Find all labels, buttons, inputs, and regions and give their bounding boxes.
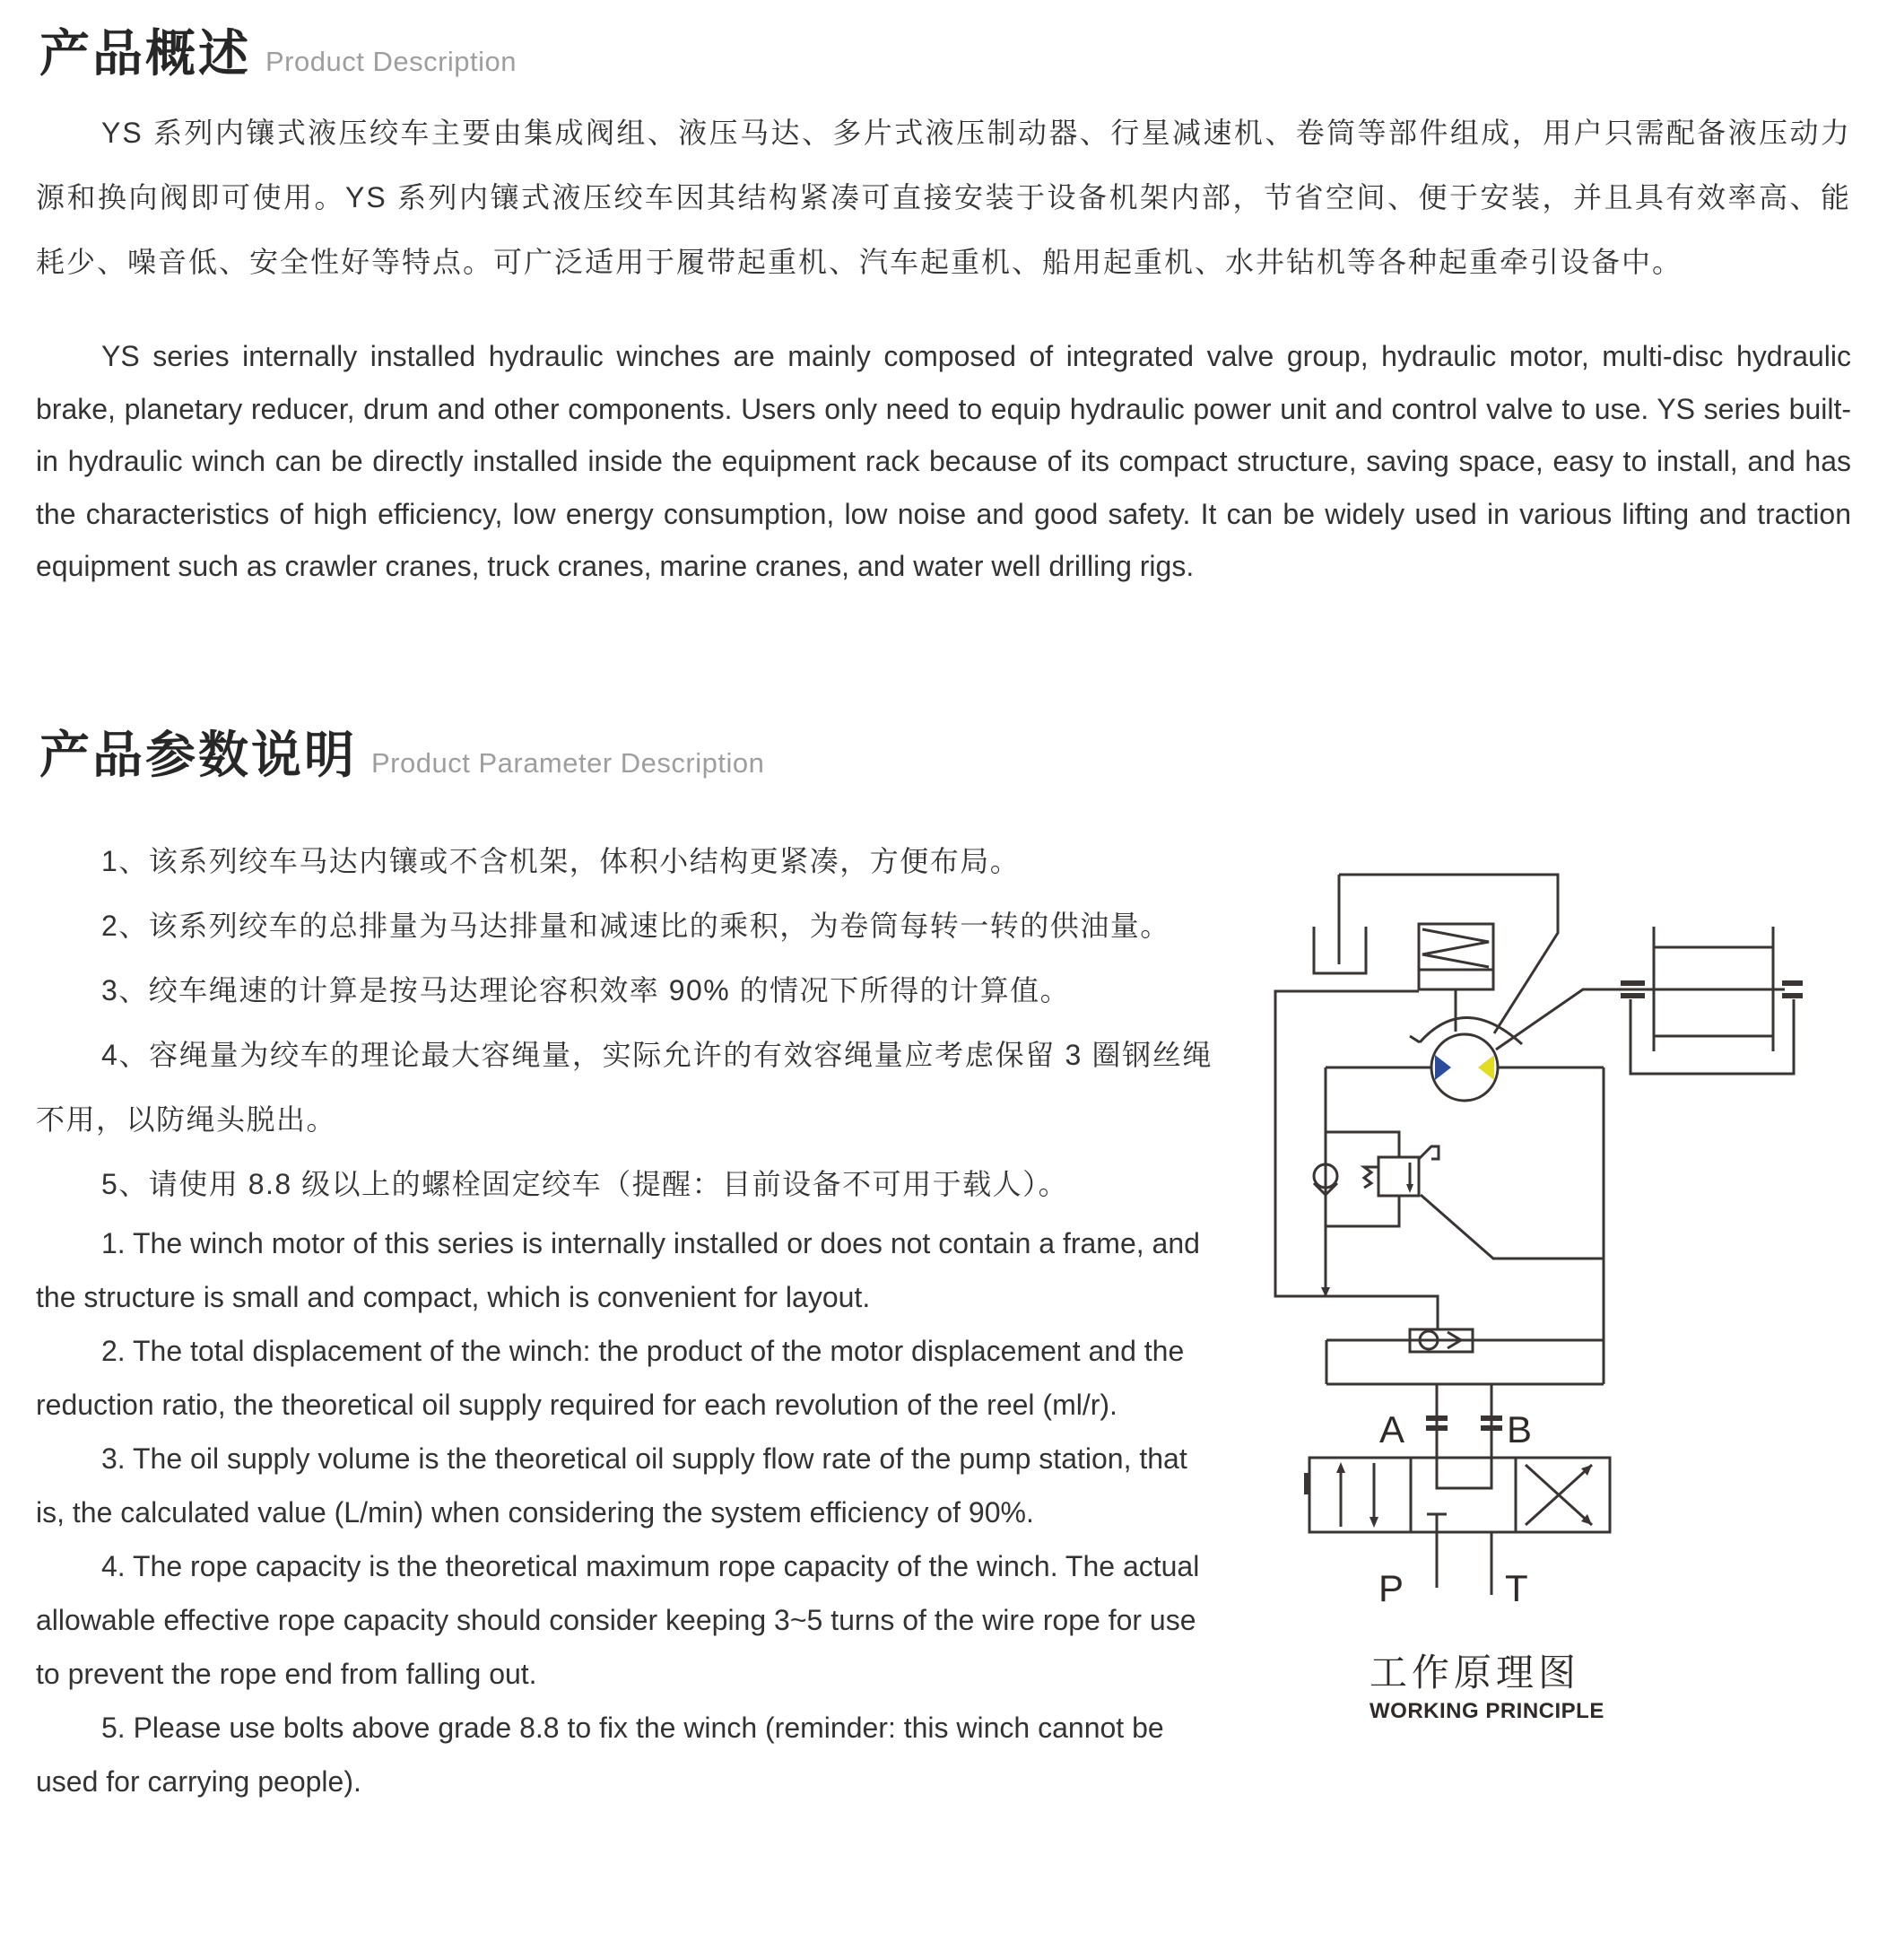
section1-title-en: Product Description [265, 46, 517, 77]
note-en-2: 2. The total displacement of the winch: the product of the motor displacement and the reduction ratio, the theoretical oil supply required for each revolution of the reel (ml/r). [36, 1335, 1185, 1421]
motor-right-pipe [1498, 1067, 1604, 1384]
section2-heading [39, 716, 764, 788]
product-description-paragraph-en: YS series internally installed hydraulic winches are mainly composed of integrated valve group, hydraulic motor, multi-disc hydraulic brake, planetary reducer, drum and other components. Users only need to equip hydraulic power unit and control valve to use. YS series built-in hydraulic winch can be directly installed inside the equipment rack because of its compact structure, saving space, easy to install, and has the characteristics of high efficiency, low energy consumption, low noise and good safety. It can be widely used in various lifting and traction equipment such as crawler cranes, truck cranes, marine cranes, and water well drilling rigs. [36, 340, 1851, 582]
relief-valve-icon [1326, 1132, 1604, 1259]
parameter-notes-en [36, 1216, 1211, 1808]
note-cn-5: 5、请使用 8.8 级以上的螺栓固定绞车（提醒：目前设备不可用于载人）。 [101, 1168, 1069, 1200]
parameter-notes-cn [36, 829, 1213, 1216]
hydraulic-motor-icon [1431, 1034, 1498, 1101]
brake-release-pipe [1275, 991, 1438, 1329]
note-cn-4: 4、容绳量为绞车的理论最大容绳量，实际允许的有效容绳量应考虑保留 3 圈钢丝绳不用，以防绳头脱出。 [36, 1039, 1213, 1136]
motor-triangle-blue [1435, 1055, 1451, 1080]
port-label-t: T [1505, 1567, 1528, 1609]
diagram-caption [1370, 1643, 1604, 1724]
tank-icon [1314, 875, 1366, 973]
note-en-4: 4. The rope capacity is the theoretical maximum rope capacity of the winch. The actual allowable effective rope capacity should consider keeping 3~5 turns of the wire rope for use to prevent the rope end from falling out. [36, 1550, 1200, 1690]
ab-port-lines [1326, 1384, 1604, 1458]
port-label-b: B [1507, 1408, 1533, 1450]
drum-icon [1630, 927, 1794, 1074]
port-label-p: P [1378, 1567, 1404, 1609]
section1-title-cn: 产品概述 [39, 25, 251, 82]
pt-port-lines [1437, 1532, 1491, 1595]
port-label-a: A [1378, 1408, 1404, 1450]
diagram-caption-cn: 工作原理图 [1370, 1651, 1581, 1694]
brake-icon [1410, 924, 1522, 1044]
note-cn-1: 1、该系列绞车马达内镶或不含机架，体积小结构更紧凑，方便布局。 [101, 845, 1021, 877]
directional-valve-icon [1307, 1458, 1610, 1532]
motor-triangle-yellow [1478, 1055, 1494, 1080]
note-cn-3: 3、绞车绳速的计算是按马达理论容积效率 90% 的情况下所得的计算值。 [101, 974, 1071, 1006]
section1-heading [39, 14, 517, 86]
note-en-5: 5. Please use bolts above grade 8.8 to fix the winch (reminder: this winch cannot be used for carrying people). [36, 1712, 1164, 1798]
note-en-1: 1. The winch motor of this series is internally installed or does not contain a frame, and the structure is small and compact, which is convenient for layout. [36, 1227, 1200, 1313]
section2-title-en: Product Parameter Description [371, 747, 765, 779]
note-en-3: 3. The oil supply volume is the theoretical oil supply flow rate of the pump station, that is, the calculated value (L/min) when considering the system efficiency of 90%. [36, 1442, 1187, 1529]
working-principle-diagram [1247, 843, 1883, 1722]
drive-shaft [1496, 989, 1785, 1050]
pilot-pipe [1339, 875, 1558, 1033]
product-description-paragraph-cn: YS 系列内镶式液压绞车主要由集成阀组、液压马达、多片式液压制动器、行星减速机、卷筒等部件组成，用户只需配备液压动力源和换向阀即可使用。YS 系列内镶式液压绞车因其结构紧凑可直接安装于设备机架内部，节省空间、便于安装，并且具有效率高、能耗少、噪音低、安全性好等特点。可广泛适用于履带起重机、汽车起重机、船用起重机、水井钻机等各种起重牵引设备中。 [36, 117, 1851, 278]
diagram-caption-en: WORKING PRINCIPLE [1370, 1699, 1604, 1723]
shuttle-valve-icon [1326, 1329, 1603, 1384]
note-cn-2: 2、该系列绞车的总排量为马达排量和减速比的乘积，为卷筒每转一转的供油量。 [101, 910, 1170, 942]
section2-title-cn: 产品参数说明 [39, 727, 357, 783]
